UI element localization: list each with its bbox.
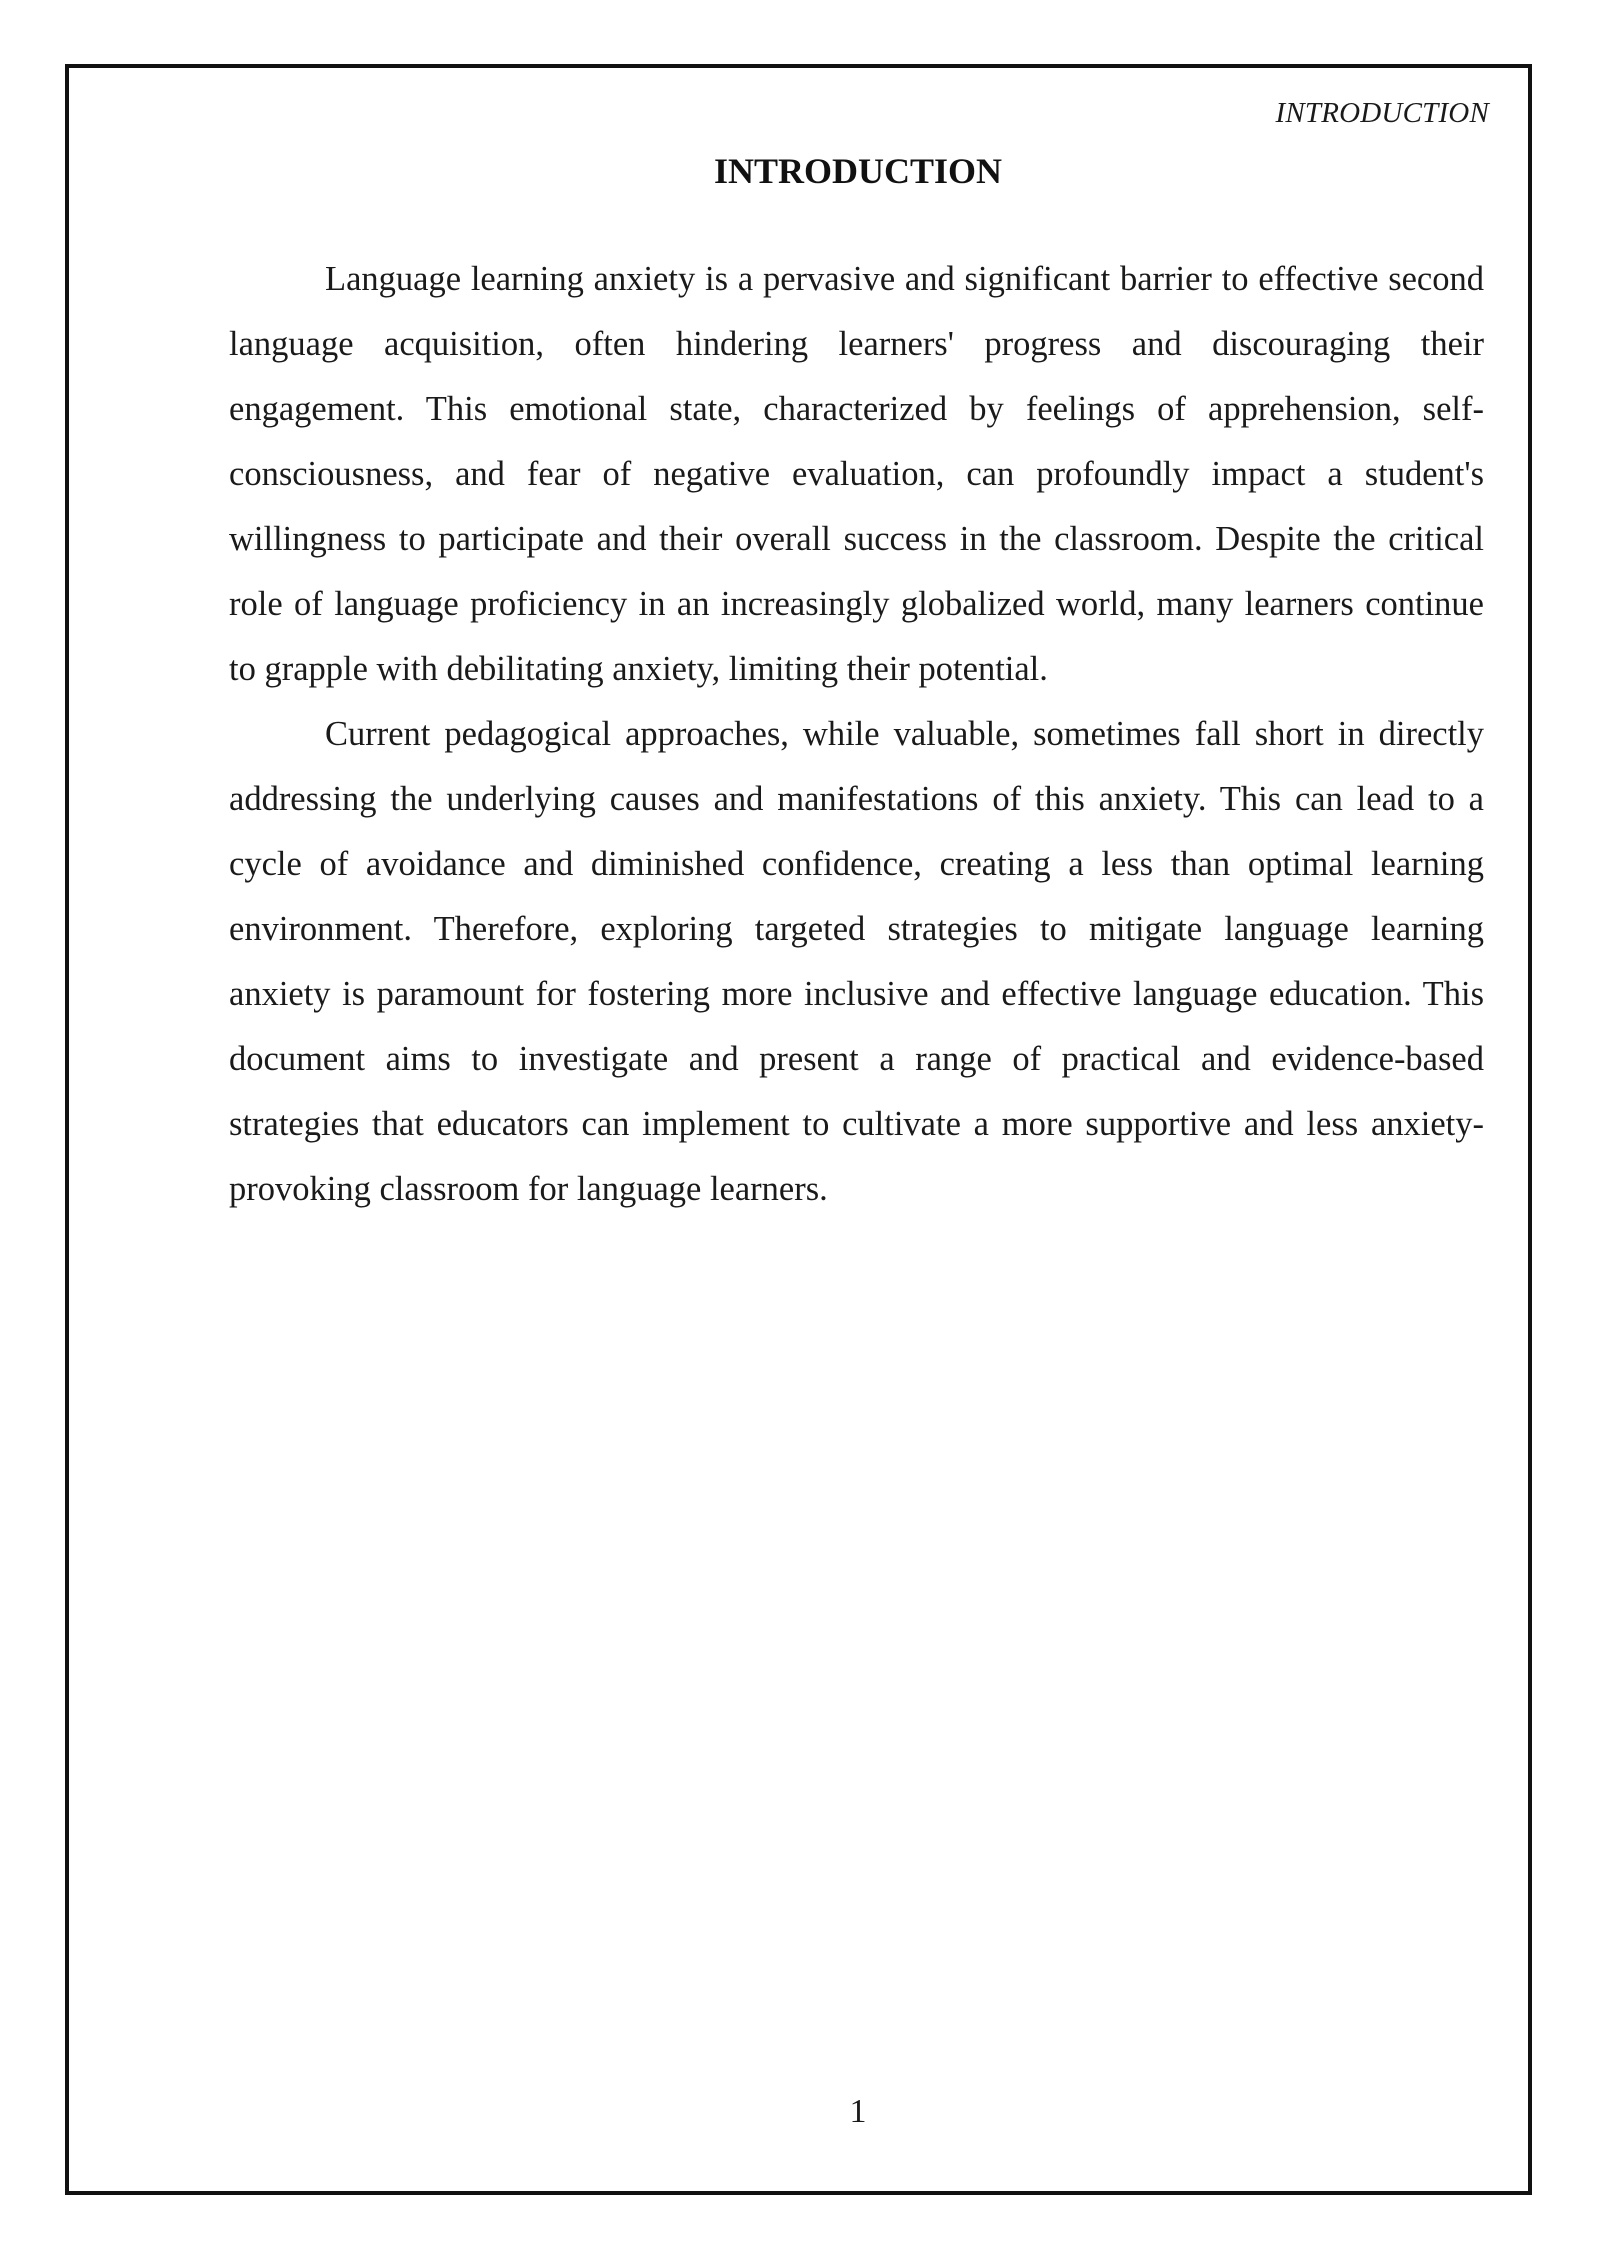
running-header: INTRODUCTION [1275, 97, 1489, 129]
page-number: 1 [849, 2093, 867, 2130]
paragraph-1: Language learning anxiety is a pervasive and significant barrier to effective second language acquisition, often hindering learners' progress and discouraging their engagement. This emotional state, characterized by feelings of apprehension, self-consciousness, and fear of negative evaluation, can profoundly impact a student's willingness to participate and their overall success in the classroom. Despite the critical role of language proficiency in an increasingly globalized world, many learners continue to grapple with debilitating anxiety, limiting their potential. [229, 260, 1484, 688]
page-title: INTRODUCTION [713, 151, 1003, 191]
body-text [229, 247, 1484, 1222]
paragraph-2: Current pedagogical approaches, while valuable, sometimes fall short in directly addressing the underlying causes and manifestations of this anxiety. This can lead to a cycle of avoidance and diminished confidence, creating a less than optimal learning environment. Therefore, exploring targeted strategies to mitigate language learning anxiety is paramount for fostering more inclusive and effective language education. This document aims to investigate and present a range of practical and evidence-based strategies that educators can implement to cultivate a more supportive and less anxiety-provoking classroom for language learners. [229, 715, 1484, 1208]
